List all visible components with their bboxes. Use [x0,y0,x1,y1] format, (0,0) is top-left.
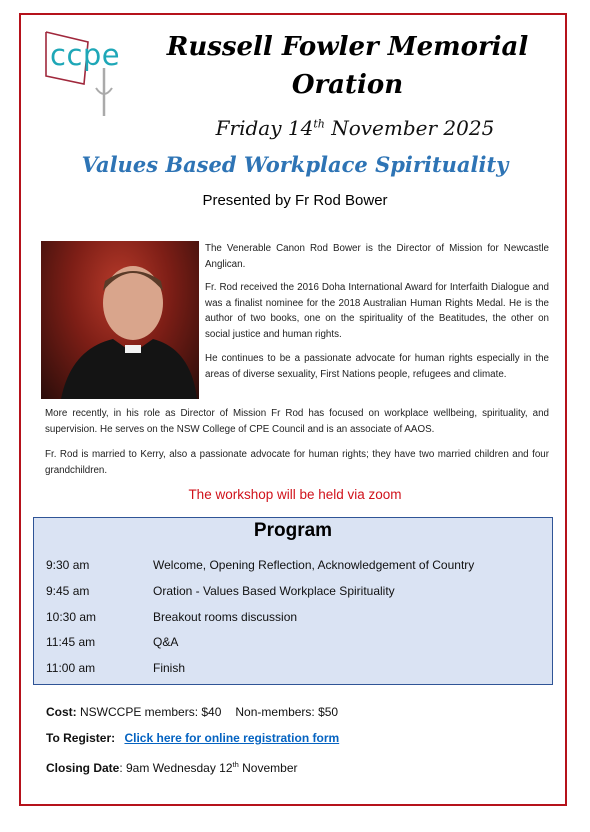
ccpe-logo [44,28,144,120]
closing-date-line [46,760,297,775]
title-line-1: Russell Fowler Memorial [166,32,529,62]
program-item: Oration - Values Based Workplace Spirituality [153,584,395,598]
bio-paragraph-1: The Venerable Canon Rod Bower is the Director of Mission for Newcastle Anglican. [205,243,549,270]
closing-sup: th [232,760,239,769]
zoom-note: The workshop will be held via zoom [188,487,402,502]
register-label: To Register: [46,731,116,745]
registration-link[interactable]: Click here for online registration form [124,731,340,745]
register-line [46,731,339,745]
event-date [150,116,560,140]
bio-paragraph-5: Fr. Rod is married to Kerry, also a passionate advocate for human rights; they have two married children and four grandchildren. [45,449,549,476]
program-item: Finish [153,661,186,675]
date-prefix: Friday 14 [215,116,314,140]
closing-label: Closing Date [46,761,120,775]
title-line-2: Oration [291,70,404,100]
program-time: 9:30 am [46,558,90,572]
presenter: Presented by Fr Rod Bower [202,192,388,209]
cost-line [46,705,338,719]
presenter-photo [41,241,199,399]
program-item: Breakout rooms discussion [153,610,298,624]
portrait-image [41,241,199,399]
program-time: 10:30 am [46,610,97,624]
date-suffix: November 2025 [324,116,495,140]
date-sup: th [313,117,325,131]
cost-non-members: Non-members: $50 [235,705,339,719]
cost-members: NSWCCPE members: $40 [80,705,222,719]
bio-paragraph-3: He continues to be a passionate advocate for human rights especially in the areas of diverse sexuality, First Nations people, refugees and climate. [205,353,549,380]
bio-paragraph-2: Fr. Rod received the 2016 Doha International Award for Interfaith Dialogue and was a finalist nominee for the 2018 Australian Human Rights Medal. He is the author of two books, one on the spirituality of the Beatitudes, the other on social justice and human rights. [205,282,549,341]
program-item: Q&A [153,635,179,649]
program-item: Welcome, Opening Reflection, Acknowledgement of Country [153,558,475,572]
program-time: 9:45 am [46,584,90,598]
program-time: 11:45 am [46,635,96,649]
program-heading: Program [253,520,333,541]
subtitle: Values Based Workplace Spirituality [81,152,509,177]
closing-suffix: November [238,761,298,775]
closing-prefix: : 9am Wednesday 12 [119,761,233,775]
bio-paragraph-4: More recently, in his role as Director of Mission Fr Rod has focused on workplace wellbeing, spirituality, and supervision. He serves on the NSW College of CPE Council and is an associate of AAOS. [45,408,549,435]
logo-text: ccpe [50,38,121,72]
cost-label: Cost: [46,705,77,719]
program-box [33,517,553,685]
program-time: 11:00 am [46,661,96,675]
